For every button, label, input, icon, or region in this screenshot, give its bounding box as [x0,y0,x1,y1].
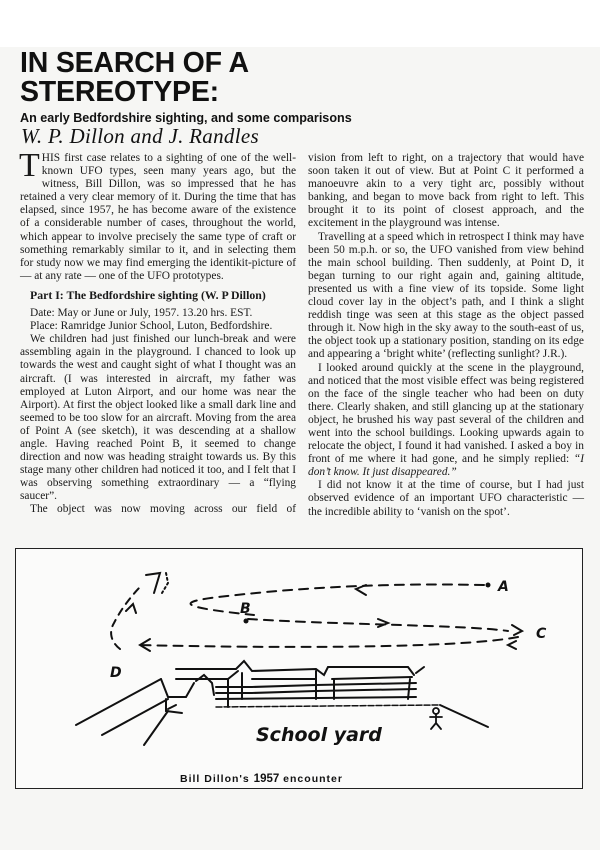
intro-paragraph [19,147,296,283]
place-line: Place: Ramridge Junior School, Luton, Bedfordshire. [30,320,273,333]
point-a-label: A [498,579,509,595]
school-yard-label: School yard [256,724,382,746]
drop-cap: T [19,147,40,184]
stick-figure-witness [430,708,442,729]
arrow-toward-c-mid [378,619,388,627]
caption-prefix: Bill Dillon's [180,773,254,785]
title-line-2: STEREOTYPE: [20,76,219,108]
article-byline: W. P. Dillon and J. Randles [21,124,259,148]
point-d-label: D [110,665,122,681]
arrowheads [126,585,522,651]
trajectory-c-to-d [136,637,518,647]
trajectory-a-to-b [191,584,484,615]
title-line-1: IN SEARCH OF A [20,47,249,79]
sketch-drawing [16,549,583,789]
looked-around-text: I looked around quickly at the scene in the playground, and noticed that the most visible effect was being registered on the face of the single teacher who had been on duty there. Clearly shaken, and still glancing up at the stationary object, he brushed his way past several of the children and went into the school buildings. Looking upwards again to relocate the object, I found it had vanished. I asked a boy in front of me where it had gone, and he simply replied: [308,361,584,466]
paragraph-final: I did not know it at the time of course, but I had just observed evidence of an important UFO characteristic — the incredible ability to ‘vanish on the spot’. [308,479,584,518]
paragraph-travelling: Travelling at a speed which in retrospect I think may have been 50 m.p.h. or so, the UFO vanished from view behind the main school building. Then suddenly, at Point D, it began turning to our right again and, gaining altitude, presented us with a fine view of its topside. Some light cloud cover lay in the object’s path, and I think a slight reddish tinge was seen at this stage as the object passed through it. Now high in the sky away to the south-east of us, the object took up a stationary position, standing on its edge and appearing a ‘bright white’ (reflecting sunlight? J.R.). [308,230,584,361]
paragraph-vision: vision from left to right, on a trajectory that would have soon taken it out of view. But at Point C it performed a manoeuvre akin to a very tight arc, possibly without banking, and began to move back from right to left. This brought it to its point of closest approach, and the excitement in the playground was intense. [308,152,584,230]
caption-suffix: encounter [279,773,343,785]
point-a-dot [486,583,491,588]
point-c-label: C [536,626,547,642]
paragraph-object-start: The object was now moving across our field of [30,503,296,516]
left-column [19,147,296,517]
paragraph-lunch-break: We children had just finished our lunch-break and were assembling again in the playground. I chanced to look up towards the west and caught sight of what I thought was an aircraft. (I was interested in aircraft, my father was employed at Luton Airport, and our home was near the Airport). At first the object looked like a small dark line and seemed to be too slow for an aircraft. Moving from the area of Point A (see sketch), it was descending at a shallow angle. Having reached Point B, it seemed to change direction and now was heading straight towards us. By this stage many other children had noticed it too, and I felt that I was observing something extraordinary — a “flying saucer”. [20,333,296,503]
point-b-dot [244,619,249,624]
paragraph-looked-around [308,362,584,480]
right-column [308,152,584,519]
arrow-toward-b [356,585,366,595]
boy-quote: “I don’t know. It just disappeared.” [308,453,584,479]
intro-text: HIS first case relates to a sighting of one of the well-known UFO types, seen many years ago, but the witness, Bill Dillon, was so impressed that he has retained a very clear memory of it. During the time that has elapsed, since 1957, he has become aware of the existence of a considerable number of cases, throughout the world, which appear to involve precisely the same type of craft or something remarkably similar to it, and in selecting them for study now we may find emerging the identikit-picture of — at any rate — one of the UFO prototypes. [20,152,296,282]
arrow-back-mid [508,641,516,649]
article-subtitle: An early Bedfordshire sighting, and some comparisons [20,111,352,125]
point-b-label: B [240,601,251,617]
stationary-object [146,573,160,593]
date-line: Date: May or June or July, 1957. 13.20 hrs. EST. [30,307,253,320]
trajectory-climb [111,585,142,649]
arrow-climb [126,604,136,613]
figure-caption [180,773,343,785]
sketch-figure [15,548,583,789]
arrow-toward-c [512,625,522,635]
article-title [20,49,580,107]
section-heading: Part I: The Bedfordshire sighting (W. P Dillon) [30,287,266,302]
trajectory-b-to-c [248,619,508,631]
caption-year: 1957 [253,773,280,785]
